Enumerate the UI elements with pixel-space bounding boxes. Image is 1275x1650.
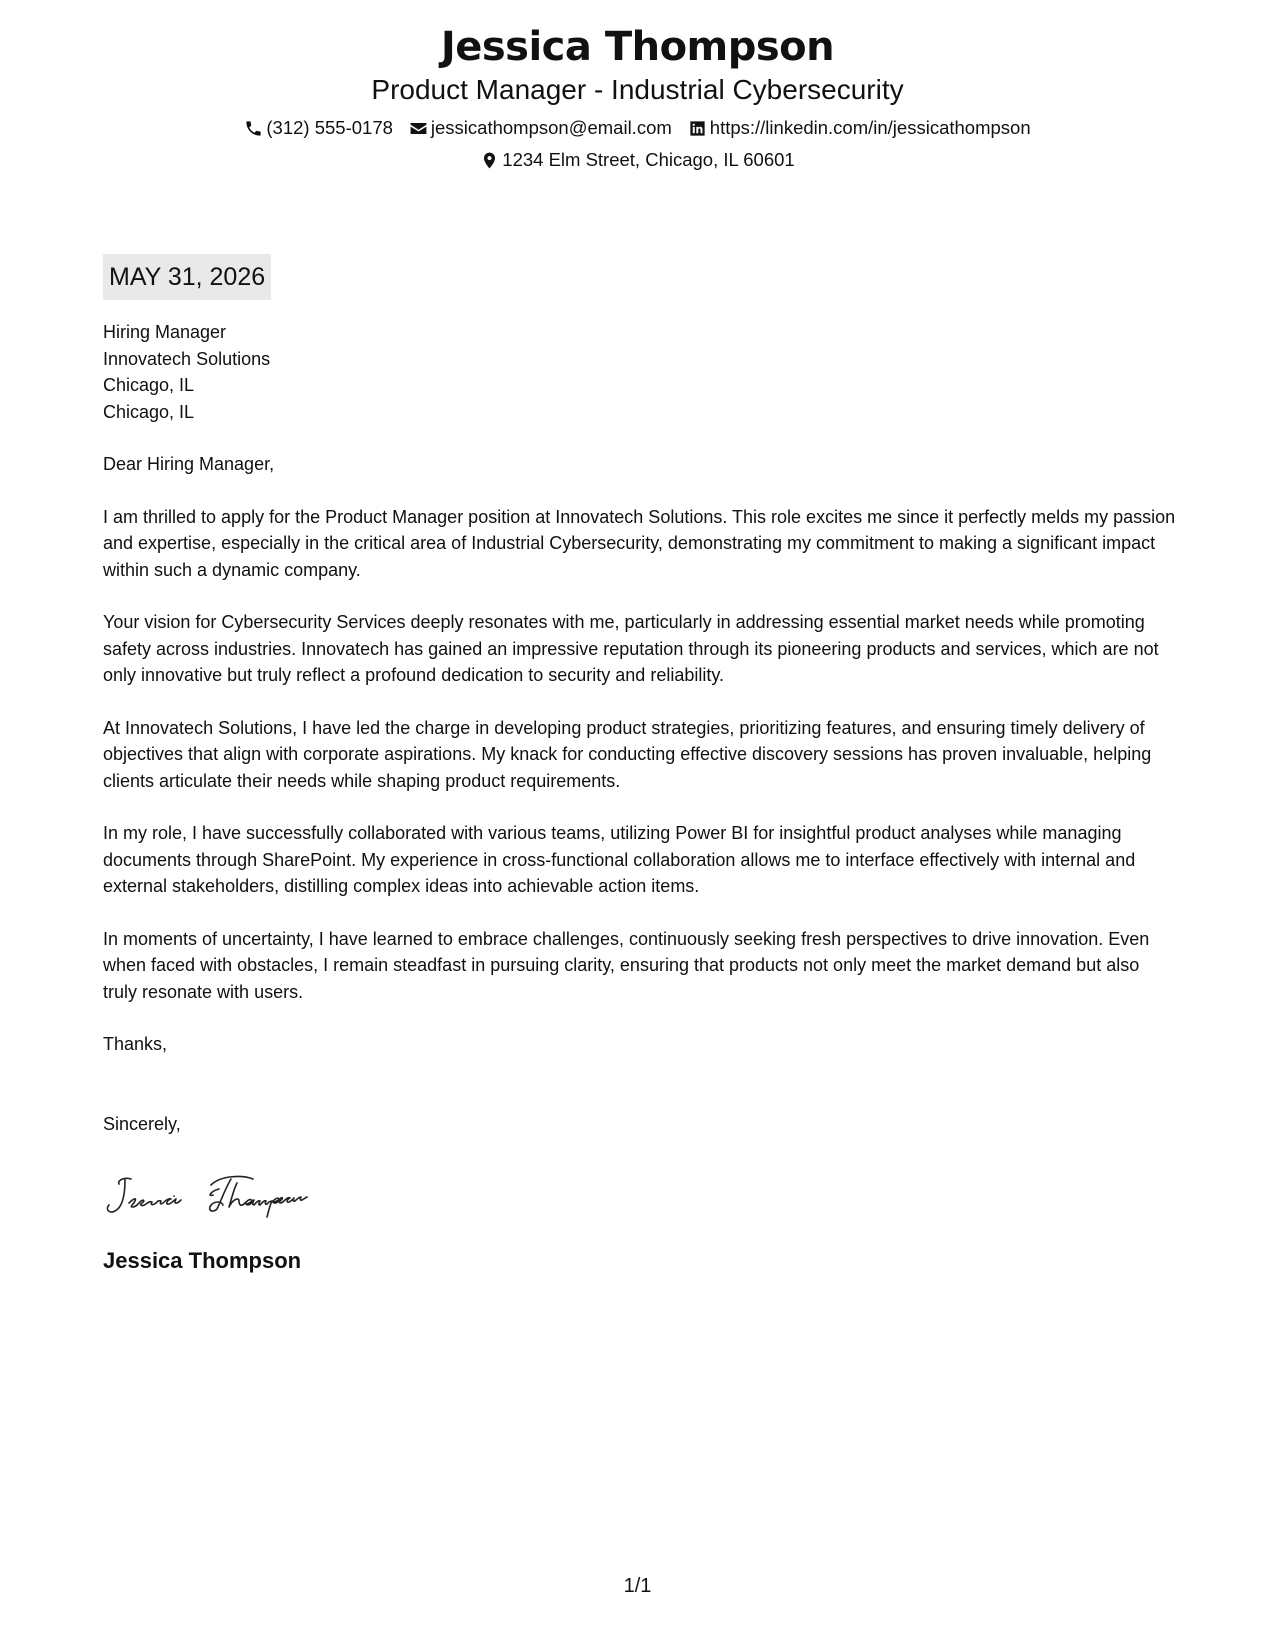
contact-phone (244, 116, 393, 140)
linkedin-icon (688, 119, 707, 138)
phone-number: (312) 555-0178 (266, 117, 393, 138)
contact-email[interactable] (409, 116, 672, 140)
thanks-line: Thanks, (103, 1034, 168, 1054)
recipient-block (103, 319, 1178, 425)
letter-date: MAY 31, 2026 (103, 254, 271, 300)
contact-row (0, 116, 1275, 140)
letter-header (0, 22, 1275, 172)
recipient-line: Chicago, IL (103, 375, 195, 395)
linkedin-url[interactable]: https://linkedin.com/in/jessicathompson (709, 117, 1031, 138)
body-paragraph: I am thrilled to apply for the Product Manager position at Innovatech Solutions. This role excites me since it perfectly melds my passion and expertise, especially in the critical area of Industrial Cybersecurity, demonstrating my commitment to making a significant impact within such a dynamic company. (103, 506, 1176, 580)
recipient-line: Chicago, IL (103, 401, 195, 422)
contact-linkedin[interactable] (688, 116, 1031, 140)
signed-name: Jessica Thompson (103, 1247, 302, 1273)
recipient-line: Innovatech Solutions (103, 348, 271, 369)
envelope-icon (409, 119, 428, 138)
body-paragraph: At Innovatech Solutions, I have led the charge in developing product strategies, prioritizing features, and ensuring timely delivery of objectives that align with corporate aspirations. My knack for conducting effective discovery sessions has proven invaluable, helping clients articulate their needs while shaping product requirements. (103, 717, 1152, 791)
applicant-name: Jessica Thompson (440, 24, 835, 70)
street-address: 1234 Elm Street, Chicago, IL 60601 (502, 149, 795, 170)
letter-body (103, 254, 1178, 1275)
body-paragraph: Your vision for Cybersecurity Services deeply resonates with me, particularly in addressing essential market needs while promoting safety across industries. Innovatech has gained an impressive reputation through its pioneering products and services, which are not only innovative but truly reflect a profound dedication to security and reliability. (103, 612, 1159, 685)
contact-address (480, 148, 794, 172)
recipient-line: Hiring Manager (103, 322, 227, 342)
page-indicator: 1/1 (623, 1575, 652, 1597)
address-row (0, 148, 1275, 172)
closing-line: Sincerely, (103, 1113, 181, 1134)
body-paragraph: In my role, I have successfully collaborated with various teams, utilizing Power BI for insightful product analyses while managing documents through SharePoint. My experience in cross-functional collaboration allows me to interface effectively with internal and external stakeholders, distilling complex ideas into achievable action items. (103, 823, 1136, 896)
body-paragraph: In moments of uncertainty, I have learned to embrace challenges, continuously seeking fresh perspectives to drive innovation. Even when faced with obstacles, I remain steadfast in pursuing clarity, ensuring that products not only meet the market demand but also truly resonate with users. (103, 928, 1150, 1002)
handwritten-signature (103, 1171, 373, 1221)
salutation: Dear Hiring Manager, (103, 454, 275, 474)
applicant-title: Product Manager - Industrial Cybersecurity (371, 74, 904, 105)
phone-icon (244, 119, 263, 138)
map-pin-icon (480, 151, 499, 170)
email-address[interactable]: jessicathompson@email.com (430, 117, 672, 138)
